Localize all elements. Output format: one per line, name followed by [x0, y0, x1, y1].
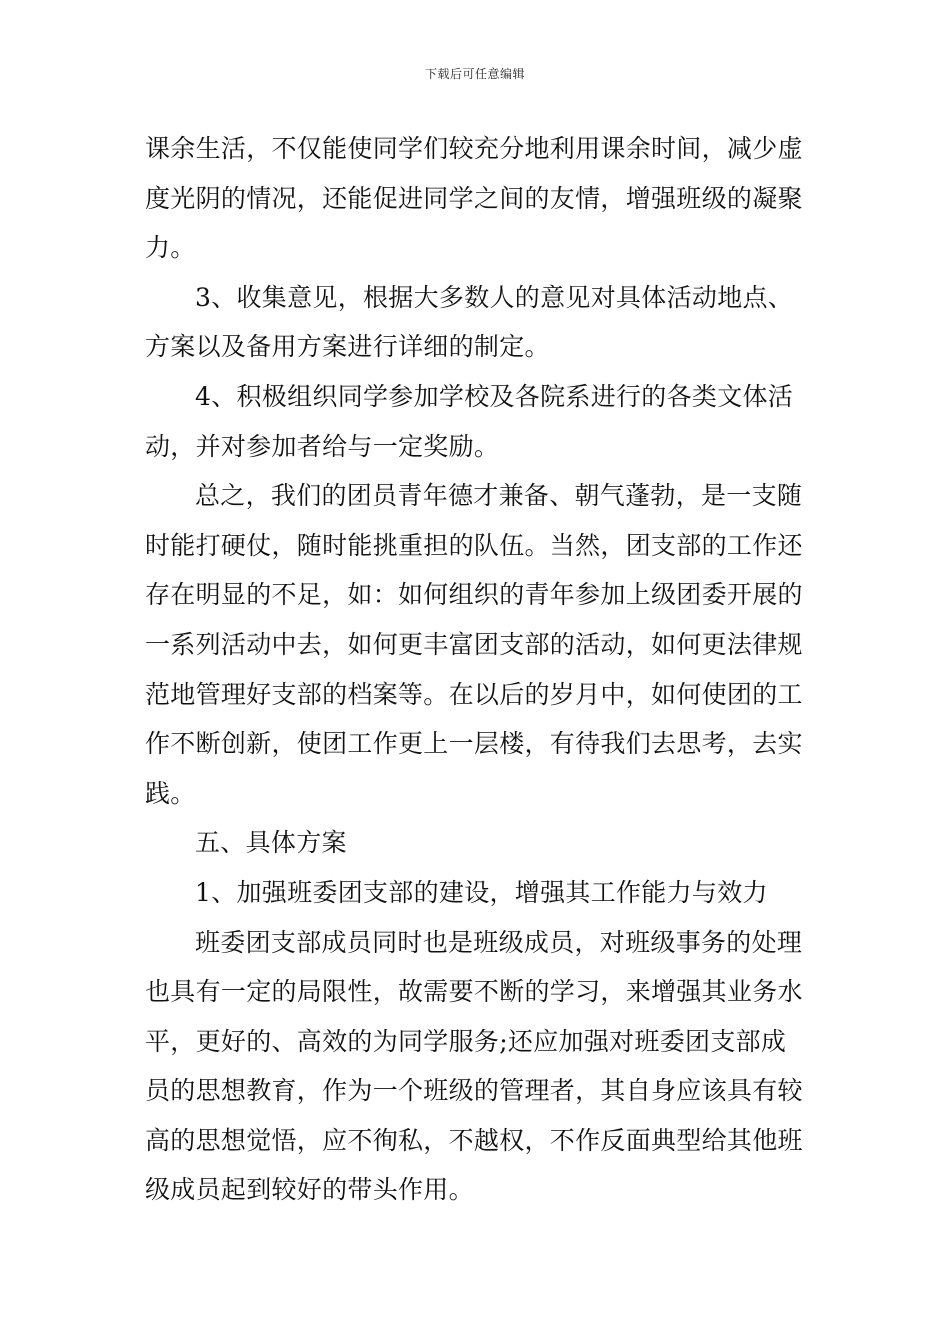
paragraph-body: 班委团支部成员同时也是班级成员，对班级事务的处理也具有一定的局限性，故需要不断的学习，来增强其业务水平，更好的、高效的为同学服务;还应加强对班委团支部成员的思想教育，作为一个班级的管理者，其自身应该具有较高的思想觉悟，应不徇私，不越权，不作反面典型给其他班级成员起到较好的带头作用。	[145, 927, 803, 1205]
paragraph-summary: 总之，我们的团员青年德才兼备、朝气蓬勃，是一支随时能打硬仗，随时能挑重担的队伍。当然，团支部的工作还存在明显的不足，如：如何组织的青年参加上级团委开展的一系列活动中去，如何更丰富团支部的活动，如何更法律规范地管理好支部的档案等。在以后的岁月中，如何使团的工作不断创新，使团工作更上一层楼，有待我们去思考，去实践。	[145, 481, 803, 808]
paragraph-continued: 课余生活，不仅能使同学们较充分地利用课余时间，减少虚度光阴的情况，还能促进同学之间的友情，增强班级的凝聚力。	[145, 134, 803, 263]
section-heading: 五、具体方案	[195, 828, 347, 858]
page-header: 下载后可任意编辑	[424, 67, 525, 81]
paragraph-item-3: 3、收集意见，根据大多数人的意见对具体活动地点、方案以及备用方案进行详细的制定。	[145, 282, 794, 362]
subsection-heading: 1、加强班委团支部的建设，增强其工作能力与效力	[195, 877, 768, 907]
paragraph-item-4: 4、积极组织同学参加学校及各院系进行的各类文体活动，并对参加者给与一定奖励。	[145, 381, 794, 461]
document-body	[145, 124, 810, 1215]
